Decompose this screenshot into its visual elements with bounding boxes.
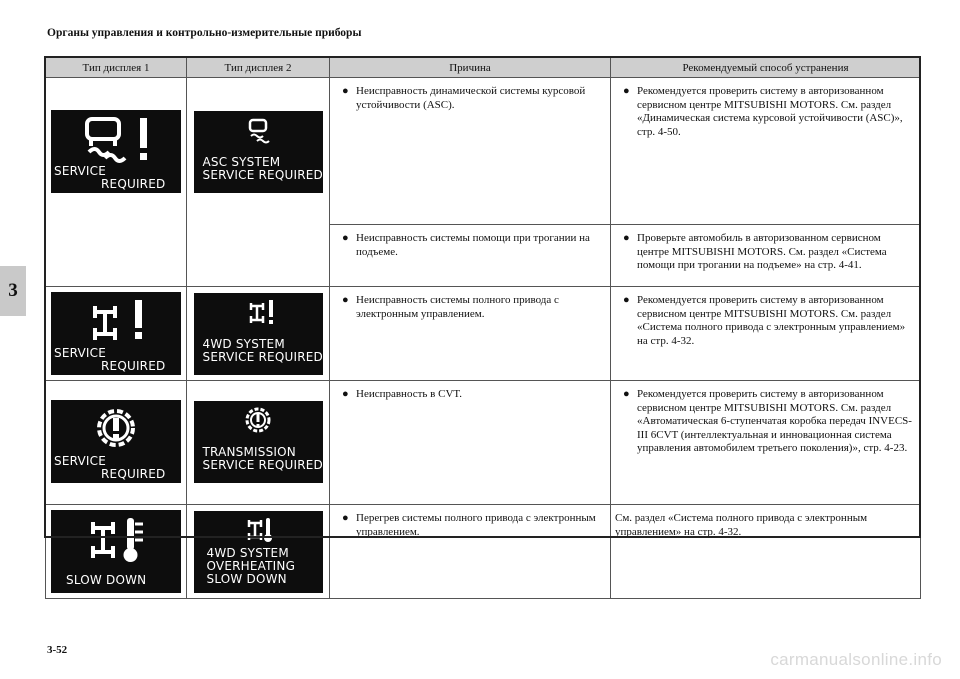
bullet-icon: ● (342, 512, 349, 524)
4wd-warning-icon (194, 293, 323, 333)
remedy-cell (611, 287, 921, 381)
display-screen (194, 511, 323, 593)
column-header: Причина (330, 58, 611, 78)
transmission-gear-warning-icon (194, 401, 323, 441)
remedy-text: См. раздел «Система полного привода с электронным управлением» на стр. 4-32. (615, 512, 868, 538)
display-line-2: OVERHEATING (206, 559, 296, 573)
display-line-1: SERVICE (54, 454, 106, 468)
bullet-icon: ● (342, 294, 349, 306)
display-line-2: SERVICE REQUIRED (202, 350, 323, 364)
display-screen (51, 400, 181, 483)
cause-cell (330, 225, 611, 287)
remedy-text: Рекомендуется проверить систему в авторизованном сервисном центре MITSUBISHI MOTORS. См. раздел «Автоматическая 6-ступенчатая коробка передач INVECS-III 6CVT (интеллектуальная и инновационная система управления автомобилем третьего поколения)», стр. 4-23. (637, 388, 912, 454)
bullet-icon: ● (623, 294, 630, 306)
table-row (46, 287, 921, 381)
remedy-cell (611, 381, 921, 505)
display-line-1: SERVICE (54, 164, 106, 178)
display-line-1: SLOW DOWN (66, 573, 147, 587)
table-row (46, 381, 921, 505)
4wd-small-icon (194, 511, 323, 547)
column-header: Тип дисплея 1 (46, 58, 187, 78)
bullet-icon: ● (623, 388, 630, 400)
column-header: Рекомендуемый способ устранения (611, 58, 921, 78)
transmission-gear-warning-icon (51, 400, 181, 455)
display-type-1-cell (46, 505, 187, 599)
display-type-2-cell (187, 78, 330, 287)
bullet-icon: ● (342, 85, 349, 97)
display-line-2: SERVICE REQUIRED (202, 168, 323, 182)
display-line-2: REQUIRED (101, 467, 166, 481)
cause-text: Неисправность динамической системы курсовой устойчивости (ASC). (356, 85, 586, 111)
bullet-icon: ● (342, 388, 349, 400)
asc-skid-icon (194, 111, 323, 151)
display-line-1: ASC SYSTEM (202, 155, 281, 169)
4wd-warning-icon (51, 292, 181, 347)
4wd-temperature-icon (51, 510, 181, 570)
display-screen (51, 510, 181, 593)
display-line-1: TRANSMISSION (202, 445, 296, 459)
cause-text: Неисправность в CVT. (356, 388, 463, 400)
cause-cell (330, 505, 611, 599)
display-screen (194, 293, 323, 375)
cause-cell (330, 78, 611, 225)
remedy-text: Проверьте автомобиль в авторизованном сервисном центре MITSUBISHI MOTORS. См. раздел «Система помощи при трогании на подъеме» на стр. 4-41. (637, 232, 887, 271)
page-header: Органы управления и контрольно-измерительные приборы (47, 27, 362, 39)
chapter-tab: 3 (0, 266, 26, 316)
display-line-1: SERVICE (54, 346, 106, 360)
asc-skid-warning-icon (51, 110, 181, 170)
display-line-3: SLOW DOWN (206, 572, 287, 586)
cause-text: Неисправность системы помощи при трогании на подъеме. (356, 232, 590, 258)
display-type-1-cell (46, 287, 187, 381)
display-type-2-cell (187, 505, 330, 599)
table-row (46, 78, 921, 225)
remedy-cell (611, 505, 921, 599)
display-line-2: REQUIRED (101, 359, 166, 373)
bullet-icon: ● (342, 232, 349, 244)
page-number: 3-52 (47, 644, 68, 656)
display-type-1-cell (46, 78, 187, 287)
warning-display-table (45, 57, 921, 599)
cause-text: Неисправность системы полного привода с электронным управлением. (356, 294, 559, 320)
table-header-row (46, 58, 921, 78)
column-header: Тип дисплея 2 (187, 58, 330, 78)
display-screen (194, 401, 323, 483)
cause-cell (330, 287, 611, 381)
display-screen (51, 292, 181, 375)
display-line-1: 4WD SYSTEM (206, 546, 289, 560)
watermark: carmanualsonline.info (770, 650, 942, 669)
display-screen (194, 111, 323, 193)
remedy-cell (611, 78, 921, 225)
cause-cell (330, 381, 611, 505)
display-line-1: 4WD SYSTEM (202, 337, 285, 351)
display-type-2-cell (187, 287, 330, 381)
display-type-1-cell (46, 381, 187, 505)
display-screen (51, 110, 181, 193)
bullet-icon: ● (623, 232, 630, 244)
display-line-2: REQUIRED (101, 177, 166, 191)
cause-text: Перегрев системы полного привода с электронным управлением. (356, 512, 596, 538)
remedy-cell (611, 225, 921, 287)
remedy-text: Рекомендуется проверить систему в авторизованном сервисном центре MITSUBISHI MOTORS. См. раздел «Динамическая система курсовой устойчивости (ASC)», стр. 4-50. (637, 85, 903, 138)
remedy-text: Рекомендуется проверить систему в авторизованном сервисном центре MITSUBISHI MOTORS. См. раздел «Система полного привода с электронным управлением» на стр. 4-32. (637, 294, 906, 347)
display-type-2-cell (187, 381, 330, 505)
bullet-icon: ● (623, 85, 630, 97)
table-row (46, 505, 921, 599)
display-line-2: SERVICE REQUIRED (202, 458, 323, 472)
